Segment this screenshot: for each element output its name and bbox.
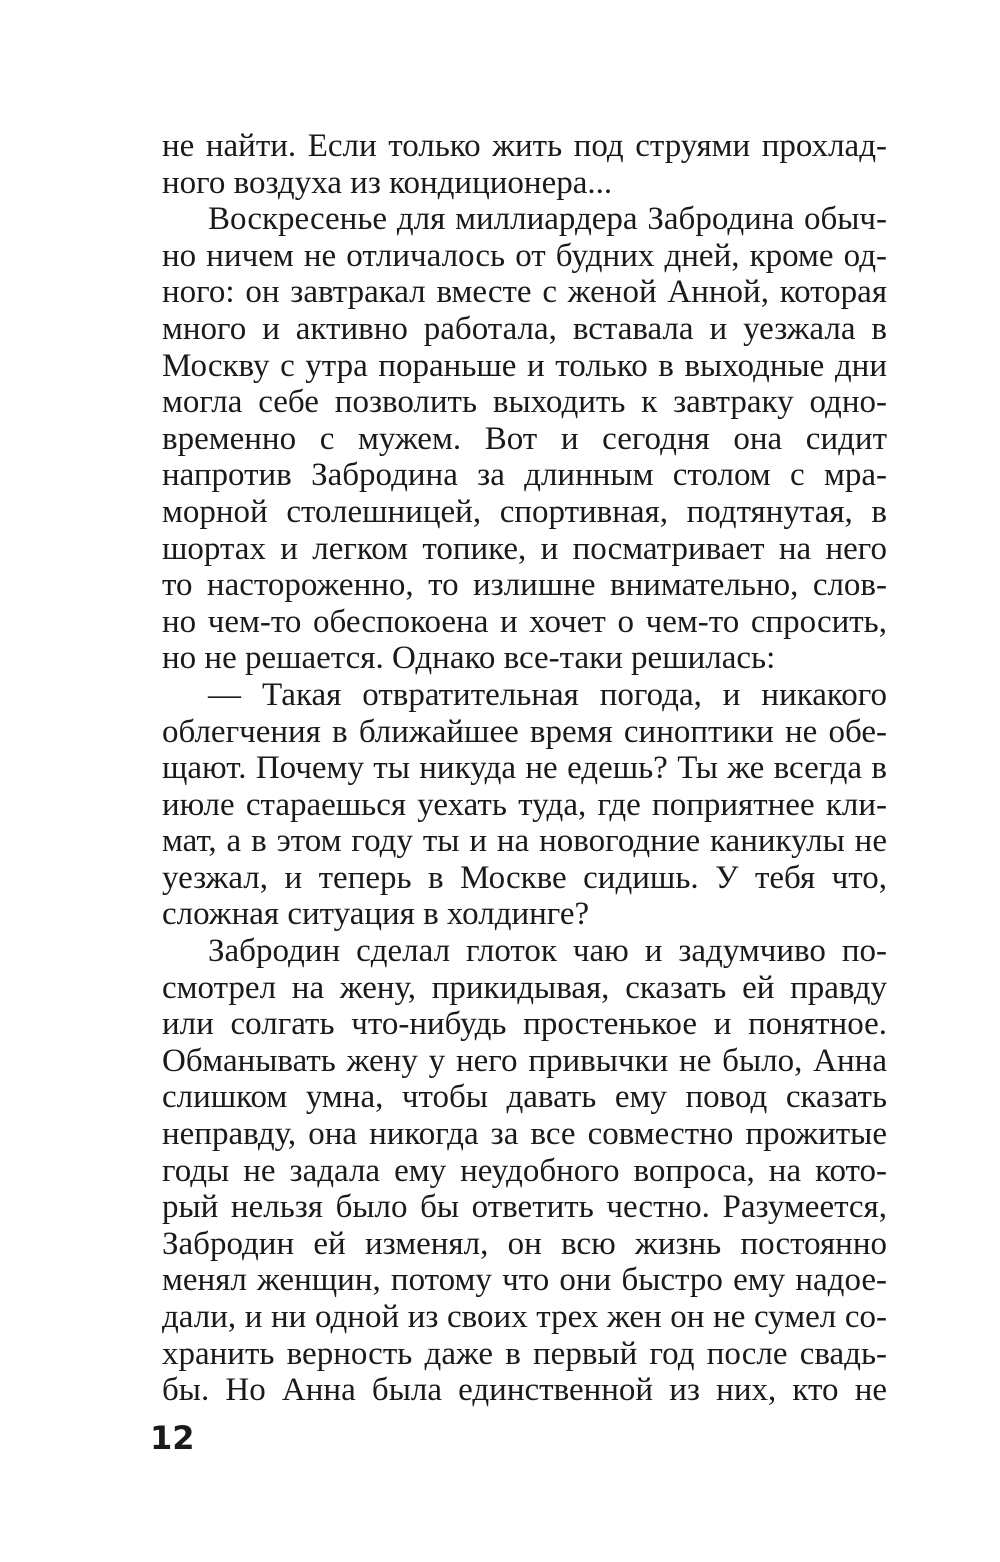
text-line: Забродин ей изменял, он всю жизнь постоянно <box>162 1225 887 1262</box>
text-line: или солгать что-нибудь простенькое и понятное. <box>162 1006 887 1043</box>
dialogue-start-line: — Такая отвратительная погода, и никакого <box>208 676 887 713</box>
body-text <box>162 128 887 1409</box>
text-line: облегчения в ближайшее время синоптики не обе- <box>162 713 887 750</box>
text-line: щают. Почему ты никуда не едешь? Ты же всегда в <box>162 750 887 787</box>
text-line: мат, а в этом году ты и на новогодние каникулы не <box>162 823 887 860</box>
page-number: 12 <box>150 1419 195 1457</box>
text-line: шортах и легком топике, и посматривает на него <box>162 530 887 567</box>
text-line: не найти. Если только жить под струями прохлад- <box>162 128 887 164</box>
text-line: но ничем не отличалось от будних дней, кроме од- <box>162 237 887 274</box>
paragraph-start-line: Воскресенье для миллиардера Забродина обыч- <box>208 201 887 238</box>
text-line: Москву с утра пораньше и только в выходные дни <box>162 347 887 384</box>
text-line: но не решается. Однако все-таки решилась: <box>162 640 776 677</box>
text-line: много и активно работала, вставала и уезжала в <box>162 310 887 347</box>
text-line: временно с мужем. Вот и сегодня она сидит <box>162 420 887 457</box>
text-line: неправду, она никогда за все совместно прожитые <box>162 1116 887 1153</box>
text-line: ного воздуха из кондиционера... <box>162 164 613 201</box>
text-line: годы не задала ему неудобного вопроса, на кото- <box>162 1152 887 1189</box>
text-line: морной столешницей, спортивная, подтянутая, в <box>162 493 887 530</box>
text-line: то настороженно, то излишне внимательно, слов- <box>162 567 887 604</box>
text-line: менял женщин, потому что они быстро ему надое- <box>162 1262 887 1299</box>
text-line: хранить верность даже в первый год после свадь- <box>162 1335 887 1372</box>
paragraph-start-line: Забродин сделал глоток чаю и задумчиво по- <box>208 933 887 970</box>
text-line: бы. Но Анна была единственной из них, кто не <box>162 1372 887 1409</box>
text-line: могла себе позволить выходить к завтраку одно- <box>162 384 887 421</box>
text-line: смотрел на жену, прикидывая, сказать ей правду <box>162 969 887 1006</box>
text-line: рый нельзя было бы ответить честно. Разумеется, <box>162 1189 887 1226</box>
text-line: но чем-то обеспокоена и хочет о чем-то спросить, <box>162 603 887 640</box>
text-line: уезжал, и теперь в Москве сидишь. У тебя что, <box>162 859 887 896</box>
text-line: напротив Забродина за длинным столом с мра- <box>162 457 887 494</box>
text-line: ного: он завтракал вместе с женой Анной, которая <box>162 274 887 311</box>
text-line: Обманывать жену у него привычки не было, Анна <box>162 1042 887 1079</box>
text-line: июле стараешься уехать туда, где поприятнее кли- <box>162 786 887 823</box>
text-line: слишком умна, чтобы давать ему повод сказать <box>162 1079 887 1116</box>
text-line: дали, и ни одной из своих трех жен он не сумел со- <box>162 1299 887 1335</box>
text-line: сложная ситуация в холдинге? <box>162 896 590 933</box>
